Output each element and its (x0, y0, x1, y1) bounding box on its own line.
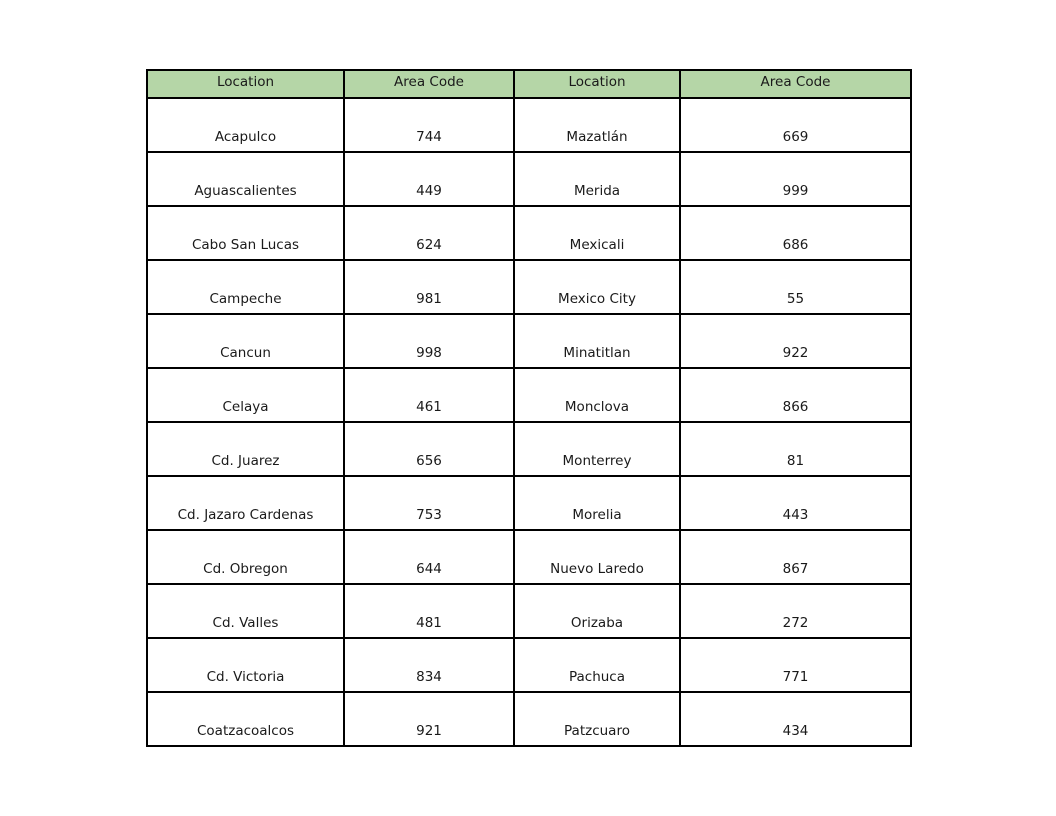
cell-area-code-1: 981 (344, 260, 514, 314)
table-row (147, 260, 911, 314)
cell-location-1: Cd. Victoria (147, 638, 344, 692)
table-row (147, 476, 911, 530)
cell-area-code-1: 834 (344, 638, 514, 692)
cell-area-code-2: 272 (680, 584, 911, 638)
area-code-table (146, 69, 912, 747)
table-row (147, 530, 911, 584)
cell-location-1: Coatzacoalcos (147, 692, 344, 746)
cell-area-code-1: 998 (344, 314, 514, 368)
cell-location-2: Nuevo Laredo (514, 530, 680, 584)
cell-area-code-2: 999 (680, 152, 911, 206)
cell-location-1: Cancun (147, 314, 344, 368)
cell-area-code-2: 922 (680, 314, 911, 368)
table-header (147, 70, 911, 98)
cell-area-code-1: 744 (344, 98, 514, 152)
cell-area-code-2: 669 (680, 98, 911, 152)
cell-location-2: Monterrey (514, 422, 680, 476)
table-row (147, 206, 911, 260)
cell-location-2: Pachuca (514, 638, 680, 692)
cell-location-2: Patzcuaro (514, 692, 680, 746)
cell-area-code-2: 443 (680, 476, 911, 530)
column-header-location-1: Location (147, 70, 344, 98)
cell-area-code-1: 656 (344, 422, 514, 476)
table-row (147, 98, 911, 152)
cell-location-1: Cd. Juarez (147, 422, 344, 476)
cell-location-1: Cabo San Lucas (147, 206, 344, 260)
cell-area-code-2: 55 (680, 260, 911, 314)
cell-location-1: Campeche (147, 260, 344, 314)
cell-location-1: Aguascalientes (147, 152, 344, 206)
column-header-area-code-1: Area Code (344, 70, 514, 98)
cell-location-1: Cd. Jazaro Cardenas (147, 476, 344, 530)
cell-area-code-1: 921 (344, 692, 514, 746)
cell-location-2: Morelia (514, 476, 680, 530)
cell-area-code-1: 624 (344, 206, 514, 260)
table-row (147, 692, 911, 746)
table-header-row (147, 70, 911, 98)
cell-area-code-1: 481 (344, 584, 514, 638)
cell-location-2: Orizaba (514, 584, 680, 638)
cell-location-2: Mexicali (514, 206, 680, 260)
column-header-location-2: Location (514, 70, 680, 98)
cell-location-1: Acapulco (147, 98, 344, 152)
table-row (147, 584, 911, 638)
cell-area-code-1: 644 (344, 530, 514, 584)
cell-location-2: Mexico City (514, 260, 680, 314)
cell-location-1: Cd. Obregon (147, 530, 344, 584)
area-code-table-container (146, 69, 910, 747)
cell-location-1: Cd. Valles (147, 584, 344, 638)
cell-area-code-2: 434 (680, 692, 911, 746)
cell-area-code-2: 686 (680, 206, 911, 260)
table-body (147, 98, 911, 746)
table-row (147, 314, 911, 368)
cell-area-code-1: 461 (344, 368, 514, 422)
cell-location-2: Monclova (514, 368, 680, 422)
column-header-area-code-2: Area Code (680, 70, 911, 98)
table-row (147, 368, 911, 422)
cell-area-code-2: 771 (680, 638, 911, 692)
cell-location-2: Merida (514, 152, 680, 206)
cell-area-code-2: 867 (680, 530, 911, 584)
table-row (147, 638, 911, 692)
cell-area-code-1: 449 (344, 152, 514, 206)
cell-area-code-2: 81 (680, 422, 911, 476)
cell-area-code-2: 866 (680, 368, 911, 422)
table-row (147, 422, 911, 476)
cell-location-2: Minatitlan (514, 314, 680, 368)
table-row (147, 152, 911, 206)
cell-area-code-1: 753 (344, 476, 514, 530)
cell-location-1: Celaya (147, 368, 344, 422)
cell-location-2: Mazatlán (514, 98, 680, 152)
